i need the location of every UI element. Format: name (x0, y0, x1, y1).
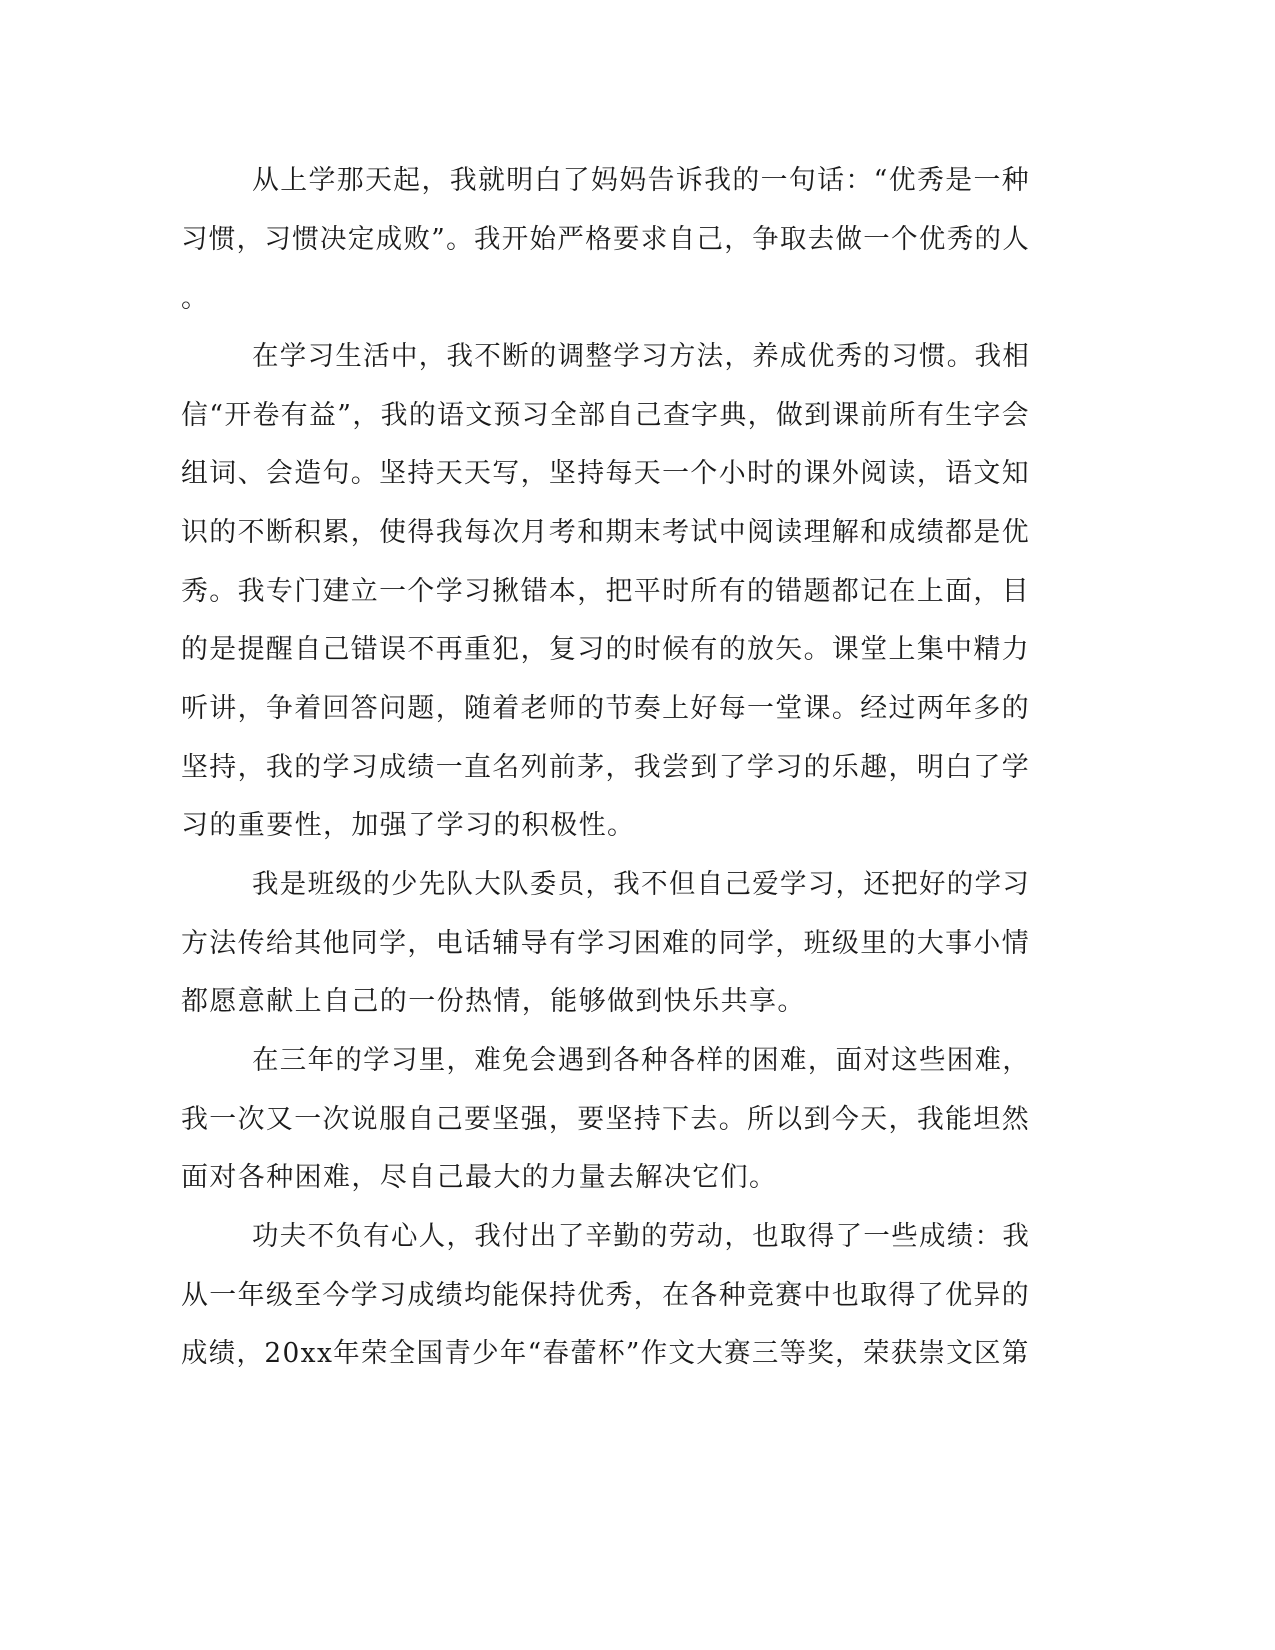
text-line: 信“开卷有益”，我的语文预习全部自己查字典，做到课前所有生字会 (181, 400, 1030, 431)
text-line: 面对各种困难，尽自己最大的力量去解决它们。 (181, 1162, 778, 1193)
text-line: 在学习生活中，我不断的调整学习方法，养成优秀的习惯。我相 (252, 341, 1031, 372)
text-line: 方法传给其他同学，电话辅导有学习困难的同学，班级里的大事小情 (181, 928, 1031, 959)
text-line: 在三年的学习里，难免会遇到各种各样的困难，面对这些困难， (252, 1045, 1031, 1076)
text-line: 坚持，我的学习成绩一直名列前茅，我尝到了学习的乐趣，明白了学 (181, 752, 1031, 783)
text-line: 识的不断积累，使得我每次月考和期末考试中阅读理解和成绩都是优 (181, 517, 1031, 548)
text-line: 秀。我专门建立一个学习揪错本，把平时所有的错题都记在上面，目 (181, 576, 1031, 607)
text-line: 。 (181, 283, 210, 314)
text-line: 我一次又一次说服自己要坚强，要坚持下去。所以到今天，我能坦然 (181, 1104, 1031, 1135)
text-line: 的是提醒自己错误不再重犯，复习的时候有的放矢。课堂上集中精力 (181, 634, 1031, 665)
text-line: 都愿意献上自己的一份热情，能够做到快乐共享。 (181, 986, 806, 1017)
text-line: 习的重要性，加强了学习的积极性。 (181, 810, 636, 841)
text-line: 从一年级至今学习成绩均能保持优秀，在各种竞赛中也取得了优异的 (181, 1280, 1031, 1311)
text-line: 组词、会造句。坚持天天写，坚持每天一个小时的课外阅读，语文知 (181, 458, 1031, 489)
text-line: 听讲，争着回答问题，随着老师的节奏上好每一堂课。经过两年多的 (181, 693, 1031, 724)
text-line: 从上学那天起，我就明白了妈妈告诉我的一句话：“优秀是一种 (252, 165, 1031, 196)
text-line: 我是班级的少先队大队委员，我不但自己爱学习，还把好的学习 (252, 869, 1031, 900)
text-line: 成绩，20xx年荣全国青少年“春蕾杯”作文大赛三等奖，荣获崇文区第 (181, 1338, 1030, 1369)
text-line: 习惯，习惯决定成败”。我开始严格要求自己，争取去做一个优秀的人 (181, 224, 1031, 255)
text-line: 功夫不负有心人，我付出了辛勤的劳动，也取得了一些成绩：我 (252, 1221, 1031, 1252)
